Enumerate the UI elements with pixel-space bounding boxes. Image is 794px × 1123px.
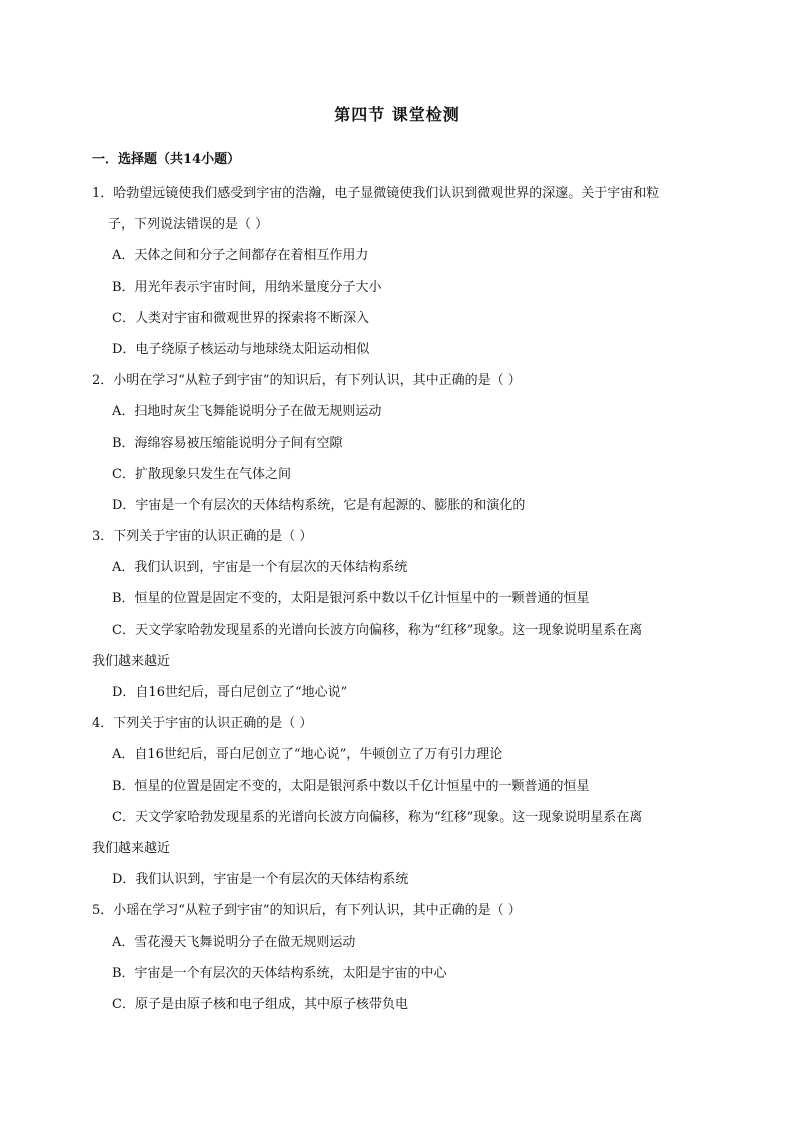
question-4 (92, 708, 702, 895)
question-4-stem: 4．下列关于宇宙的认识正确的是（ ） (92, 716, 313, 732)
question-5-stem: 5．小瑶在学习“从粒子到宇宙”的知识后，有下列认识，其中正确的是（ ） (92, 903, 521, 919)
question-4-option-c-continued: 我们越来越近 (92, 840, 171, 856)
question-5-option-b: B．宇宙是一个有层次的天体结构系统，太阳是宇宙的中心 (112, 965, 447, 981)
section-heading: 一．选择题（共14小题） (92, 152, 241, 167)
page-title: 第四节 课堂检测 (334, 105, 460, 124)
question-1-stem-continued: 子，下列说法错误的是（ ） (108, 217, 269, 233)
question-2-option-c: C．扩散现象只发生在气体之间 (112, 466, 291, 482)
question-2-option-a: A．扫地时灰尘飞舞能说明分子在做无规则运动 (112, 404, 382, 420)
question-3-option-b: B．恒星的位置是固定不变的，太阳是银河系中数以千亿计恒星中的一颗普通的恒星 (112, 591, 590, 607)
question-1-stem: 1．哈勃望远镜使我们感受到宇宙的浩瀚，电子显微镜使我们认识到微观世界的深邃。关于宇宙和粒 (92, 186, 660, 201)
question-1 (92, 178, 702, 365)
question-3-option-c-continued: 我们越来越近 (92, 653, 171, 669)
question-4-option-d: D．我们认识到，宇宙是一个有层次的天体结构系统 (112, 872, 409, 888)
question-5-option-a: A．雪花漫天飞舞说明分子在做无规则运动 (112, 934, 356, 950)
question-3-option-a: A．我们认识到，宇宙是一个有层次的天体结构系统 (112, 560, 408, 576)
question-2-stem: 2．小明在学习“从粒子到宇宙”的知识后，有下列认识，其中正确的是（ ） (92, 373, 521, 389)
question-3-option-d: D．自16世纪后，哥白尼创立了“地心说” (112, 685, 348, 700)
question-1-option-b: B．用光年表示宇宙时间，用纳米量度分子大小 (112, 279, 382, 295)
question-1-option-a: A．天体之间和分子之间都存在着相互作用力 (112, 248, 369, 264)
question-5 (92, 895, 702, 1020)
question-1-option-d: D．电子绕原子核运动与地球绕太阳运动相似 (112, 341, 370, 357)
question-5-option-c: C．原子是由原子核和电子组成，其中原子核带负电 (112, 996, 408, 1012)
question-2-option-b: B．海绵容易被压缩能说明分子间有空隙 (112, 435, 343, 451)
question-3 (92, 521, 702, 708)
question-3-option-c: C．天文学家哈勃发现星系的光谱向长波方向偏移，称为“红移”现象。这一现象说明星系在离 (112, 622, 643, 638)
question-3-stem: 3．下列关于宇宙的认识正确的是（ ） (92, 529, 313, 545)
question-1-option-c: C．人类对宇宙和微观世界的探索将不断深入 (112, 310, 369, 326)
question-2 (92, 365, 702, 521)
question-4-option-b: B．恒星的位置是固定不变的，太阳是银河系中数以千亿计恒星中的一颗普通的恒星 (112, 778, 590, 794)
question-4-option-a: A．自16世纪后，哥白尼创立了“地心说”，牛顿创立了万有引力理论 (112, 747, 503, 763)
question-2-option-d: D．宇宙是一个有层次的天体结构系统，它是有起源的、膨胀的和演化的 (112, 497, 526, 513)
question-4-option-c: C．天文学家哈勃发现星系的光谱向长波方向偏移，称为“红移”现象。这一现象说明星系在离 (112, 809, 643, 825)
